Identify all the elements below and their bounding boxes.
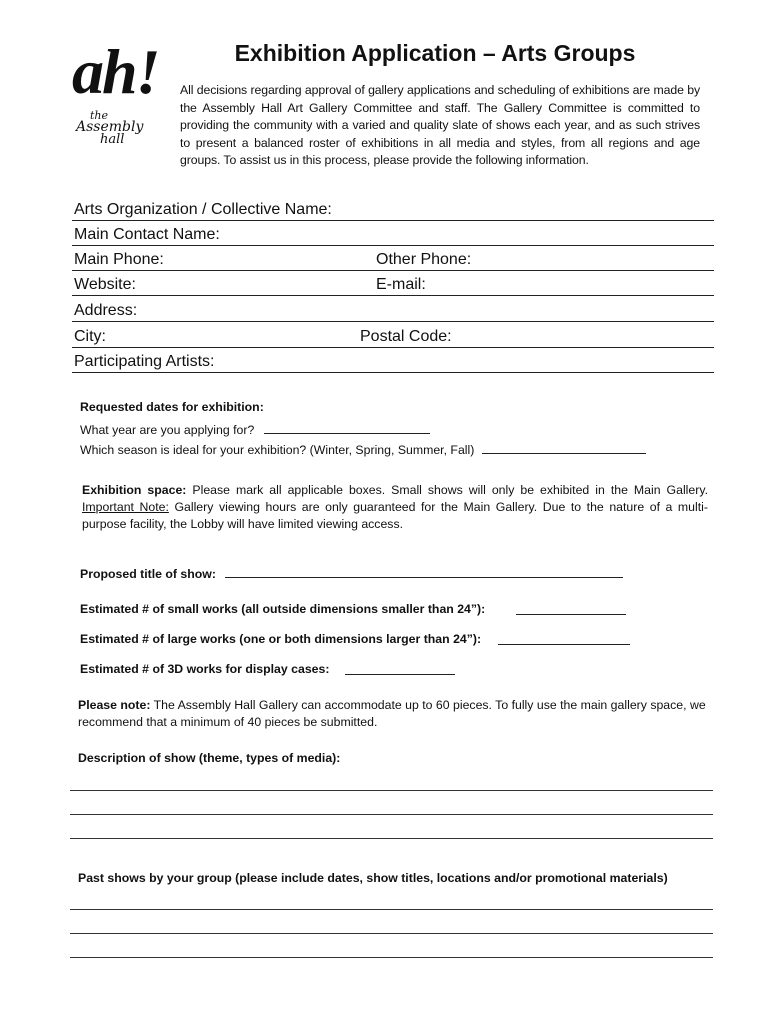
logo-assembly-text: Assembly xyxy=(76,119,144,135)
assembly-hall-logo xyxy=(70,36,170,155)
page-title: Exhibition Application – Arts Groups xyxy=(234,40,636,66)
exhibition-space-label: Exhibition space: xyxy=(82,483,187,497)
proposed-title-row xyxy=(80,566,623,583)
small-works-blank[interactable] xyxy=(516,603,626,615)
please-note-text: The Assembly Hall Gallery can accommodate up to 60 pieces. To fully use the main gallery space, we recommend that a minimum of 40 pieces be submitted. xyxy=(78,698,706,729)
description-line-2[interactable] xyxy=(70,814,713,815)
past-shows-line-2[interactable] xyxy=(70,933,713,934)
description-label: Description of show (theme, types of media): xyxy=(78,751,341,765)
postal-code-label: Postal Code: xyxy=(360,328,452,345)
city-row[interactable] xyxy=(72,325,714,348)
large-works-blank[interactable] xyxy=(498,633,630,645)
logo-the-text: the xyxy=(90,109,109,122)
email-label: E-mail: xyxy=(376,276,426,293)
other-phone-label: Other Phone: xyxy=(376,251,472,268)
season-question xyxy=(80,442,646,459)
org-name-row[interactable] xyxy=(72,198,714,221)
artists-row[interactable] xyxy=(72,350,714,373)
please-note-label: Please note: xyxy=(78,698,151,712)
year-question xyxy=(80,422,430,439)
year-question-text: What year are you applying for? xyxy=(80,423,255,437)
org-name-label: Arts Organization / Collective Name: xyxy=(74,201,332,218)
season-answer-blank[interactable] xyxy=(482,442,646,454)
intro-paragraph: All decisions regarding approval of gallery applications and scheduling of exhibitions are made by the Assembly Hall Art Gallery Committee and staff. The Gallery Committee is committed to providing the community with a varied and quality slate of shows each year, and as such strives to present a balanced roster of exhibitions in all media and styles, from all regions and age groups. To assist us in this process, please provide the following information. xyxy=(180,83,700,168)
small-works-label: Estimated # of small works (all outside dimensions smaller than 24”): xyxy=(80,602,486,616)
address-row[interactable] xyxy=(72,299,714,322)
logo-ah-text: ah! xyxy=(72,36,159,107)
proposed-title-label: Proposed title of show: xyxy=(80,567,216,581)
exhibition-space-text: Please mark all applicable boxes. Small shows will only be exhibited in the Main Gallery. xyxy=(186,483,708,497)
main-contact-row[interactable] xyxy=(72,223,714,246)
address-label: Address: xyxy=(74,302,138,319)
description-line-3[interactable] xyxy=(70,838,713,839)
past-shows-line-1[interactable] xyxy=(70,909,713,910)
works-3d-blank[interactable] xyxy=(345,663,455,675)
exhibition-space-paragraph xyxy=(82,482,708,533)
artists-label: Participating Artists: xyxy=(74,353,215,370)
logo-hall-text: hall xyxy=(100,132,125,147)
past-shows-label: Past shows by your group (please include dates, show titles, locations and/or promotional materials) xyxy=(78,871,668,885)
important-note-label: Important Note: xyxy=(82,500,169,514)
works-3d-label: Estimated # of 3D works for display cases: xyxy=(80,662,330,676)
dates-heading: Requested dates for exhibition: xyxy=(80,400,264,414)
important-note-text: Gallery viewing hours are only guaranteed for the Main Gallery. Due to the nature of a multi-purpose facility, the Lobby will have limited viewing access. xyxy=(82,500,708,531)
proposed-title-blank[interactable] xyxy=(225,566,623,578)
please-note-paragraph xyxy=(78,697,708,731)
city-label: City: xyxy=(74,328,106,345)
main-contact-label: Main Contact Name: xyxy=(74,226,220,243)
year-answer-blank[interactable] xyxy=(264,422,430,434)
large-works-label: Estimated # of large works (one or both dimensions larger than 24”): xyxy=(80,632,482,646)
phone-row[interactable] xyxy=(72,248,714,271)
past-shows-line-3[interactable] xyxy=(70,957,713,958)
description-line-1[interactable] xyxy=(70,790,713,791)
web-email-row[interactable] xyxy=(72,273,714,296)
main-phone-label: Main Phone: xyxy=(74,251,164,268)
season-question-text: Which season is ideal for your exhibition? (Winter, Spring, Summer, Fall) xyxy=(80,443,475,457)
website-label: Website: xyxy=(74,276,136,293)
